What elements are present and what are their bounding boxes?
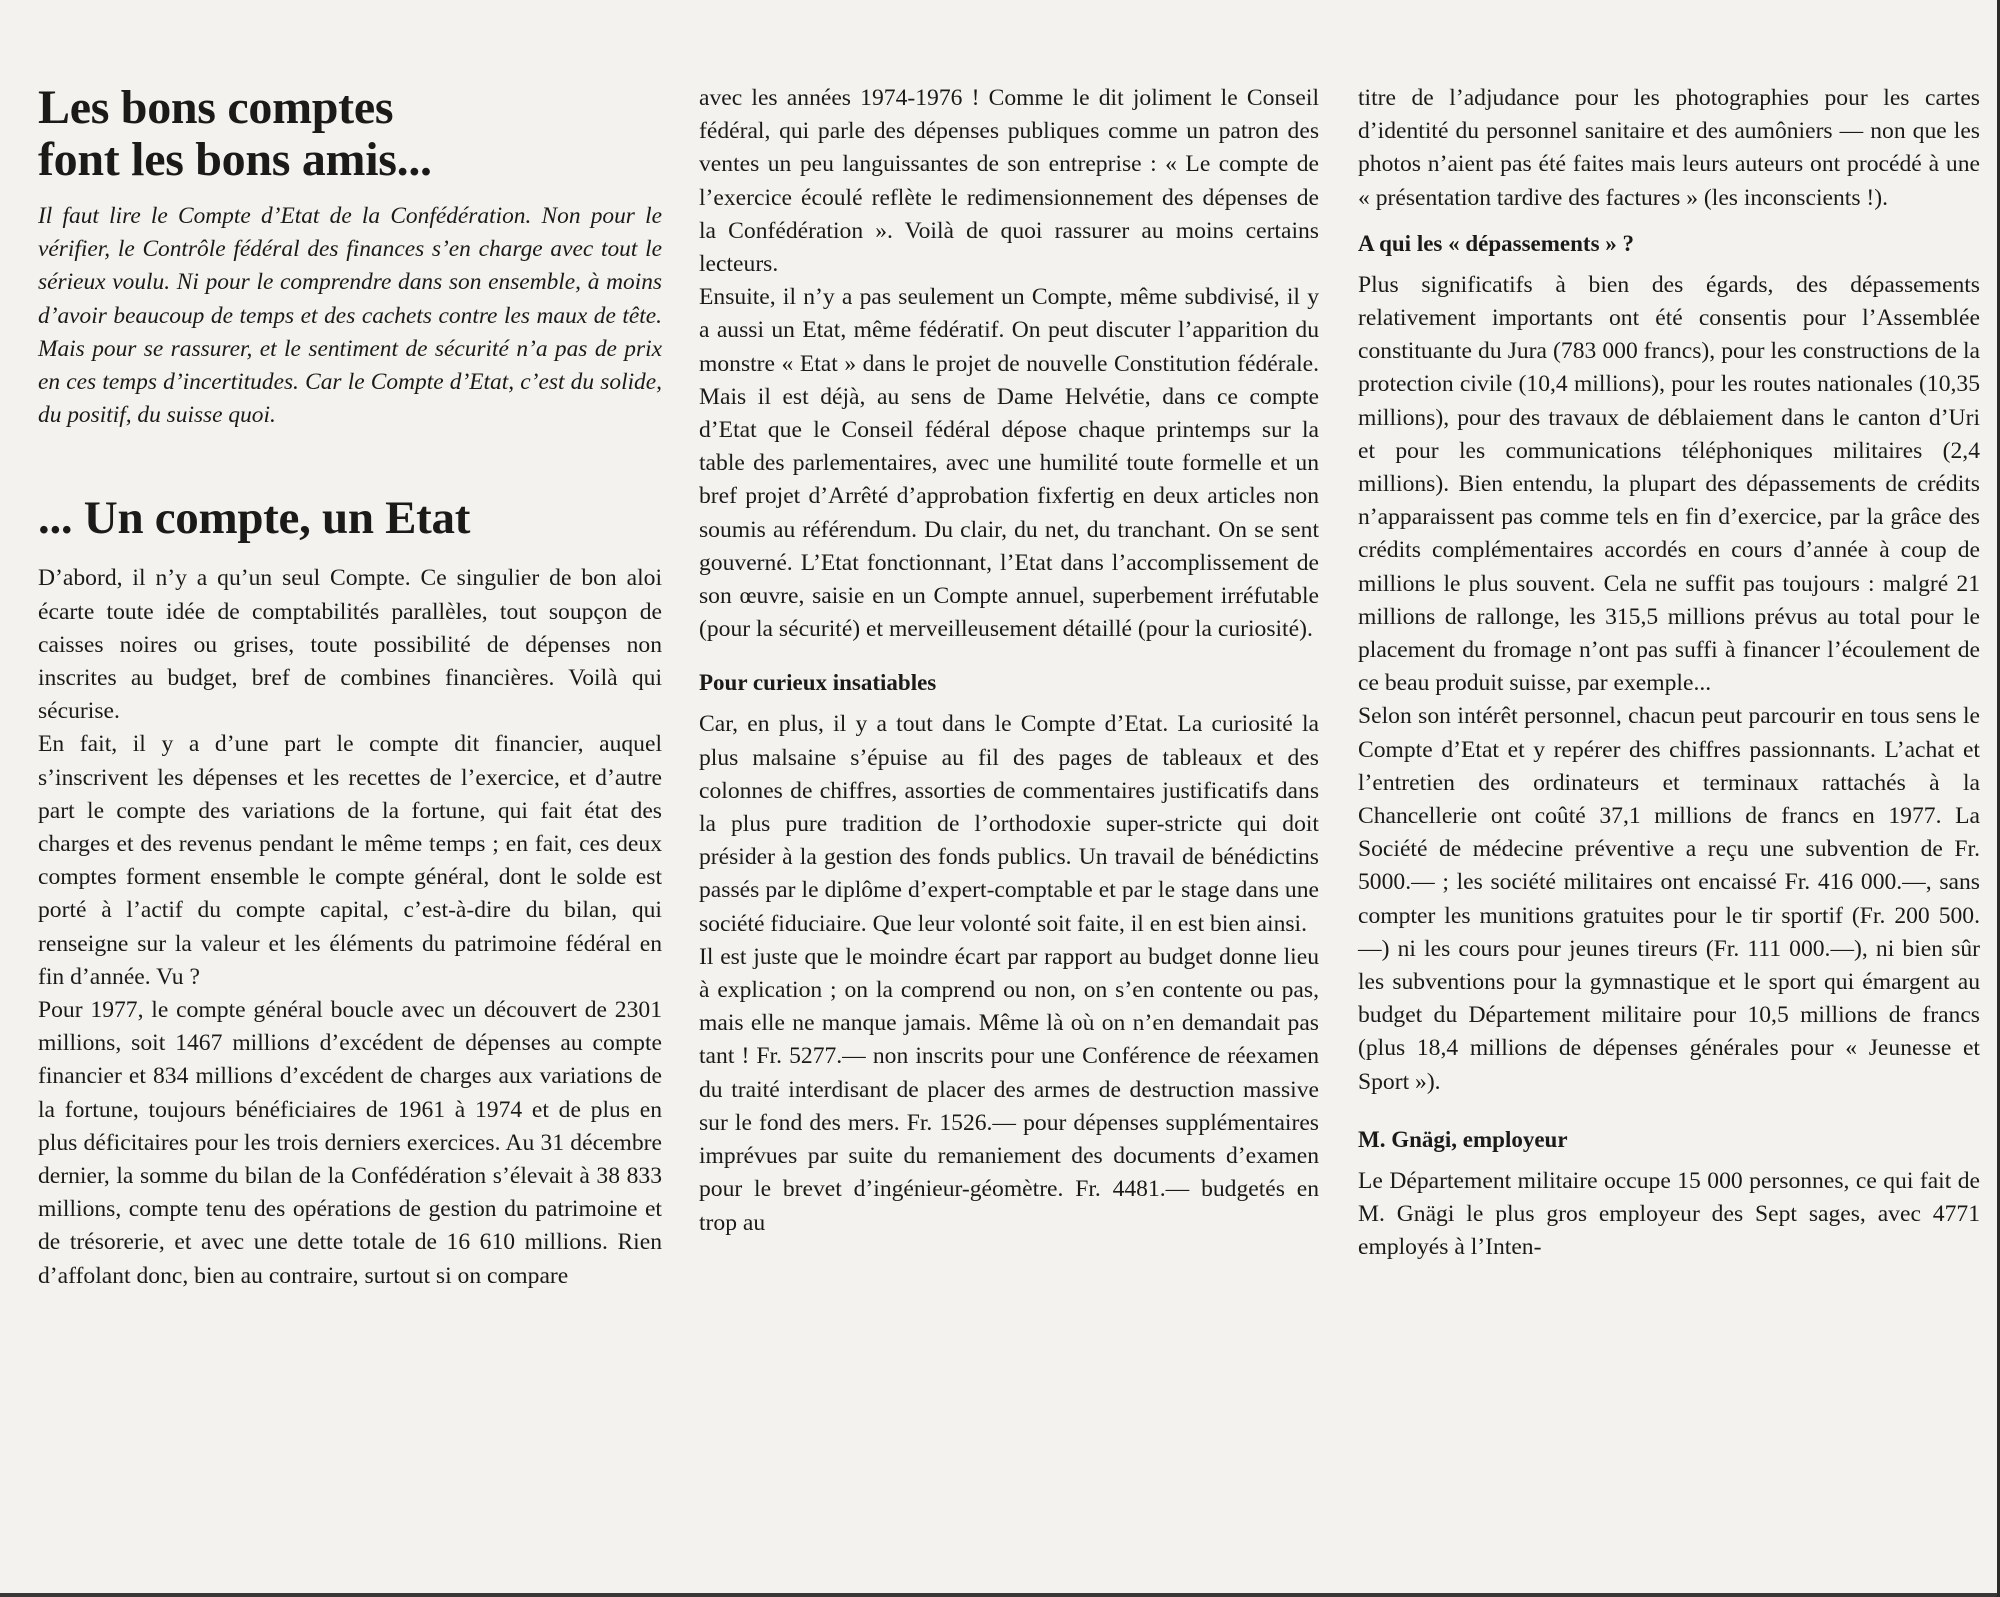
paragraph-col3-3: Selon son intérêt personnel, chacun peut parcourir en tous sens le Compte d’Etat et y repérer des chiffres passionnants. L’achat et l’entretien des ordinateurs et terminaux rattachés à la Chancellerie ont coûté 37,1 millions de francs en 1977. La Société de médecine préventive a reçu une subvention de Fr. 5000.— ; les société militaires ont encaissé Fr. 416 000.—, sans compter les munitions gratuites pour le tir sportif (Fr. 200 500.—) ni les cours pour jeunes tireurs (Fr. 111 000.—), ni bien sûr les subventions pour la gymnastique et le sport qui émargent au budget du Département militaire pour 10,5 millions de francs (plus 18,4 millions de dépenses générales pour « Jeunesse et Sport »). <box>1358 703 1980 1095</box>
paragraph-col3-1: titre de l’adjudance pour les photographies pour les cartes d’identité du personnel sanitaire et des aumôniers — non que les photos n’aient pas été faites mais leurs auteurs ont procédé à une « présentation tardive des factures » (les inconscients !). <box>1358 85 1980 211</box>
paragraph-col3-4: Le Département militaire occupe 15 000 personnes, ce qui fait de M. Gnägi le plus gros employeur des Sept sages, avec 4771 employés à l’Inten- <box>1358 1167 1980 1261</box>
paragraph-col2-3: Car, en plus, il y a tout dans le Compte d’Etat. La curiosité la plus malsaine s’épuise au fil des pages de tableaux et des colonnes de chiffres, assorties de commentaires justificatifs dans la plus pure tradition de l’orthodoxie super-stricte qui doit présider à la gestion des fonds publics. Un travail de bénédictins passés par le diplôme d’expert-comptable et par le stage dans une société fiduciaire. Que leur volonté soit faite, il en est bien ainsi. <box>699 711 1319 937</box>
article-lead: Il faut lire le Compte d’Etat de la Confédération. Non pour le vérifier, le Contrôle fédéral des finances s’en charge avec tout le sérieux voulu. Ni pour le comprendre dans son ensemble, à moins d’avoir beaucoup de temps et des cachets contre les maux de tête. Mais pour se rassurer, et le sentiment de sécurité n’a pas de prix en ces temps d’incertitudes. Car le Compte d’Etat, c’est du solide, du positif, du suisse quoi. <box>38 203 662 429</box>
section-heading-un-compte: ... Un compte, un Etat <box>38 492 471 545</box>
paragraph-col1-3: Pour 1977, le compte général boucle avec un découvert de 2301 millions, soit 1467 millions d’excédent de dépenses au compte financier et 834 millions d’excédent de charges aux variations de la fortune, toujours bénéficiaires de 1961 à 1974 et de plus en plus déficitaires pour les trois derniers exercices. Au 31 décembre dernier, la somme du bilan de la Confédération s’élevait à 38 833 millions, compte tenu des opérations de gestion du patrimoine et de trésorerie, et avec une dette totale de 16 610 millions. Rien d’affolant donc, bien au contraire, surtout si on compare <box>38 997 662 1289</box>
scan-bottom-edge <box>0 1593 2000 1597</box>
column-2 <box>699 0 1319 1597</box>
paragraph-col2-2: Ensuite, il n’y a pas seulement un Compte, même subdivisé, il y a aussi un Etat, même fédératif. On peut discuter l’apparition du monstre « Etat » dans le projet de nouvelle Constitution fédérale. Mais il est déjà, au sens de Dame Helvétie, dans ce compte d’Etat que le Conseil fédéral dépose chaque printemps sur la table des parlementaires, avec une humilité toute formelle et un bref projet d’Arrêté d’approbation fixfertig en deux articles non soumis au référendum. Du clair, du net, du tranchant. On se sent gouverné. L’Etat fonctionnant, l’Etat dans l’accomplissement de son œuvre, saisie en un Compte annuel, superbement irréfutable (pour la sécurité) et merveilleusement détaillé (pour la curiosité). <box>699 284 1319 643</box>
article-title-line-1: Les bons comptes <box>38 81 394 134</box>
paragraph-col2-4: Il est juste que le moindre écart par rapport au budget donne lieu à explication ; on la comprend ou non, on s’en contente ou pas, mais elle ne manque jamais. Même là où on n’en demandait pas tant ! Fr. 5277.— non inscrits pour une Conférence de réexamen du traité interdisant de placer des armes de destruction massive sur le fond des mers. Fr. 1526.— pour dépenses supplémentaires imprévues par suite du remaniement des documents d’examen pour le brevet d’ingénieur-géomètre. Fr. 4481.— budgetés en trop au <box>699 943 1319 1236</box>
section-heading-depassements: A qui les « dépassements » ? <box>1358 230 1635 256</box>
paragraph-col3-2: Plus significatifs à bien des égards, des dépassements relativement importants ont été consentis pour l’Assemblée constituante du Jura (783 000 francs), pour les constructions de la protection civile (10,4 millions), pour les routes nationales (10,35 millions), pour des travaux de déblaiement dans le canton d’Uri et pour les communications téléphoniques militaires (2,4 millions). Bien entendu, la plupart des dépassements de crédits n’apparaissent pas comme tels en fin d’exercice, par la grâce des crédits complémentaires accordés en cours d’année à coup de millions le plus souvent. Cela ne suffit pas toujours : malgré 21 millions de rallonge, les 315,5 millions prévus au total pour le placement du fromage n’ont pas suffi à financer l’écoulement de ce beau produit suisse, par exemple... <box>1358 271 1980 697</box>
section-heading-curieux: Pour curieux insatiables <box>699 670 937 696</box>
article-title <box>38 82 662 186</box>
paragraph-col1-2: En fait, il y a d’une part le compte dit financier, auquel s’inscrivent les dépenses et les recettes de l’exercice, et d’autre part le compte des variations de la fortune, qui fait état des charges et des revenus pendant le même temps ; en fait, ces deux comptes forment ensemble le compte général, dont le solde est porté à l’actif du compte capital, c’est-à-dire du bilan, qui renseigne sur la valeur et les éléments du patrimoine fédéral en fin d’année. Vu ? <box>38 731 662 990</box>
paragraph-col2-1: avec les années 1974-1976 ! Comme le dit joliment le Conseil fédéral, qui parle des dépenses publiques comme un patron des ventes un peu languissantes de son entreprise : « Le compte de l’exercice écoulé reflète le redimensionnement des dépenses de la Confédération ». Voilà de quoi rassurer au moins certains lecteurs. <box>699 85 1319 278</box>
column-1 <box>38 0 662 1597</box>
article-title-line-2: font les bons amis... <box>38 133 432 186</box>
column-3 <box>1358 0 1980 1597</box>
section-heading-gnagi: M. Gnägi, employeur <box>1358 1126 1568 1152</box>
paragraph-col1-1: D’abord, il n’y a qu’un seul Compte. Ce singulier de bon aloi écarte toute idée de comptabilités parallèles, tout soupçon de caisses noires ou grises, toute possibilité de dépenses non inscrites au budget, bref de combines financières. Voilà qui sécurise. <box>38 565 662 725</box>
